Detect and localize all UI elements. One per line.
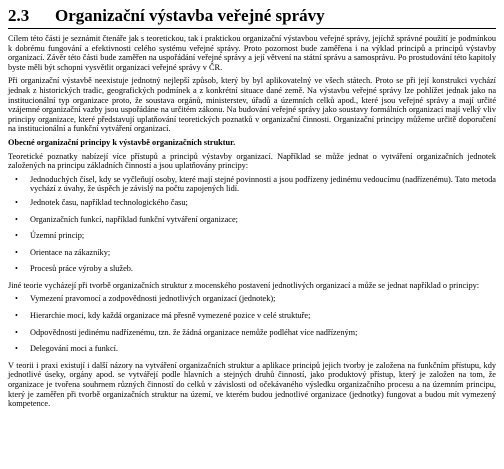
bullet-icon: •: [15, 197, 18, 207]
bullet-icon: •: [15, 231, 18, 241]
list-item-text: Procesů práce výroby a služeb.: [30, 264, 133, 274]
list-item: [8, 264, 496, 274]
section-heading: [8, 6, 496, 29]
list-item-text: Hierarchie moci, kdy každá organizace má přesně vymezené pozice v celé struktuře;: [30, 311, 311, 321]
bullet-icon: •: [15, 294, 18, 304]
principles-list-2: [8, 294, 496, 353]
section-title: Organizační výstavba veřejné správy: [55, 6, 325, 25]
list-item-text: Jednoduchých čísel, kdy se vyčleňují osoby, které mají stejné povinnosti a jsou podřízeny jedinému vedoucímu (nadřízenému). Tato metoda vychází z úvahy, že úspěch je závislý na počtu zapojených lidí.: [30, 174, 496, 194]
list-item-text: Organizačních funkcí, například funkční vytváření organizace;: [30, 214, 238, 224]
document-page: [8, 6, 496, 413]
list-item-text: Orientace na zákazníky;: [30, 247, 111, 257]
list-item-text: Odpovědnosti jedinému nadřízenému, tzn. že žádná organizace nemůže podléhat více nadřízeným;: [30, 327, 358, 337]
list-item: [8, 215, 496, 225]
list-item: [8, 311, 496, 321]
bullet-icon: •: [15, 264, 18, 274]
bullet-icon: •: [15, 327, 18, 337]
list-item-text: Delegování moci a funkcí.: [30, 344, 119, 354]
list-item-text: Jednotek času, například technologického času;: [30, 197, 188, 207]
bullet-icon: •: [15, 174, 18, 184]
list-item: [8, 328, 496, 338]
list-item-text: Územní princip;: [30, 231, 85, 241]
paragraph-construction: Při organizační výstavbě neexistuje jednotný nejlepší způsob, který by byl aplikovatelný ve všech státech. Proto se při její konstrukci vychází jednak z historických tradic, geografických podmínek a z konkrétní situace dané země. Na výstavbu veřejné správy lze pohlížet jednak jako na institucionální typ organizace proto, že soustava orgánů, ministerstev, úřadů a územních celků apod., které jsou veřejné správy a mají určité vzájemné organizační vazby jsou uspořádáne na určitém zákonu. Na budování veřejné správy jako soustavy formálních organizací mají velký vliv principy organizace, které představují uplatňování teoretických poznatků v organizační činnosti. Organizační principy můžeme určitě doporučení na institucionální a funkční vytváření organizací.: [8, 76, 496, 134]
list-item: [8, 175, 496, 194]
bullet-icon: •: [15, 247, 18, 257]
bullet-icon: •: [15, 311, 18, 321]
subheading-principles: Obecné organizační principy k výstavbě organizačních struktur.: [8, 137, 236, 147]
paragraph-closing: V teorii i praxi existují i další názory na vytváření organizačních struktur a aplikace principů jejich tvorby je založena na funkčním přístupu, kdy jednotlivé úseky, orgány apod. se vytvářejí podle hlavních a stejných druhů činností, jako produktový přístup, který je založen na tom, že organizace je tvořena souhrnem různých činností do celků v závislosti od očekávaného výsledku organizačního procesu a na územním principu, který je zaměřen při tvorbě organizačních struktur na území, ve kterém budou jednotlivé organizace (jednotky) fungovat a budou mít vymezený kompetence.: [8, 360, 496, 409]
section-number: 2.3: [8, 6, 30, 25]
list-item-text: Vymezení pravomocí a zodpovědnosti jednotlivých organizací (jednotek);: [30, 294, 276, 304]
paragraph-intro: Cílem této části je seznámit čtenáře jak s teoretickou, tak i praktickou organizační výstavbou veřejné správy, jejíchž správné použití je podmínkou k dobrému fungování a efektivnosti celého systému veřejné správy. Proto pozornost bude zaměřena i na výklad principů a principů výstavby organizací. Závěr této části bude zaměřen na uspořádání veřejné správy a její větvení na státní správu a samosprávu. Po prostudování této kapitoly byste měli být schopni vysvětlit organizaci veřejné správy v ČR.: [8, 34, 496, 72]
paragraph-power-theory: Jiné teorie vycházejí při tvorbě organizačních struktur z mocenského postavení jednotlivých organizací a může se jednat například o principy:: [8, 280, 480, 290]
paragraph-theory: Teoretické poznatky nabízejí více přístupů a principů výstavby organizací. Například se může jednat o vytváření organizačních jednotek založených na principu základních činností a jsou uplatňovány principy:: [8, 151, 496, 171]
bullet-icon: •: [15, 344, 18, 354]
bullet-icon: •: [15, 214, 18, 224]
list-item: [8, 198, 496, 208]
list-item: [8, 231, 496, 241]
list-item: [8, 344, 496, 354]
list-item: [8, 294, 496, 304]
principles-list-1: [8, 175, 496, 274]
list-item: [8, 248, 496, 258]
